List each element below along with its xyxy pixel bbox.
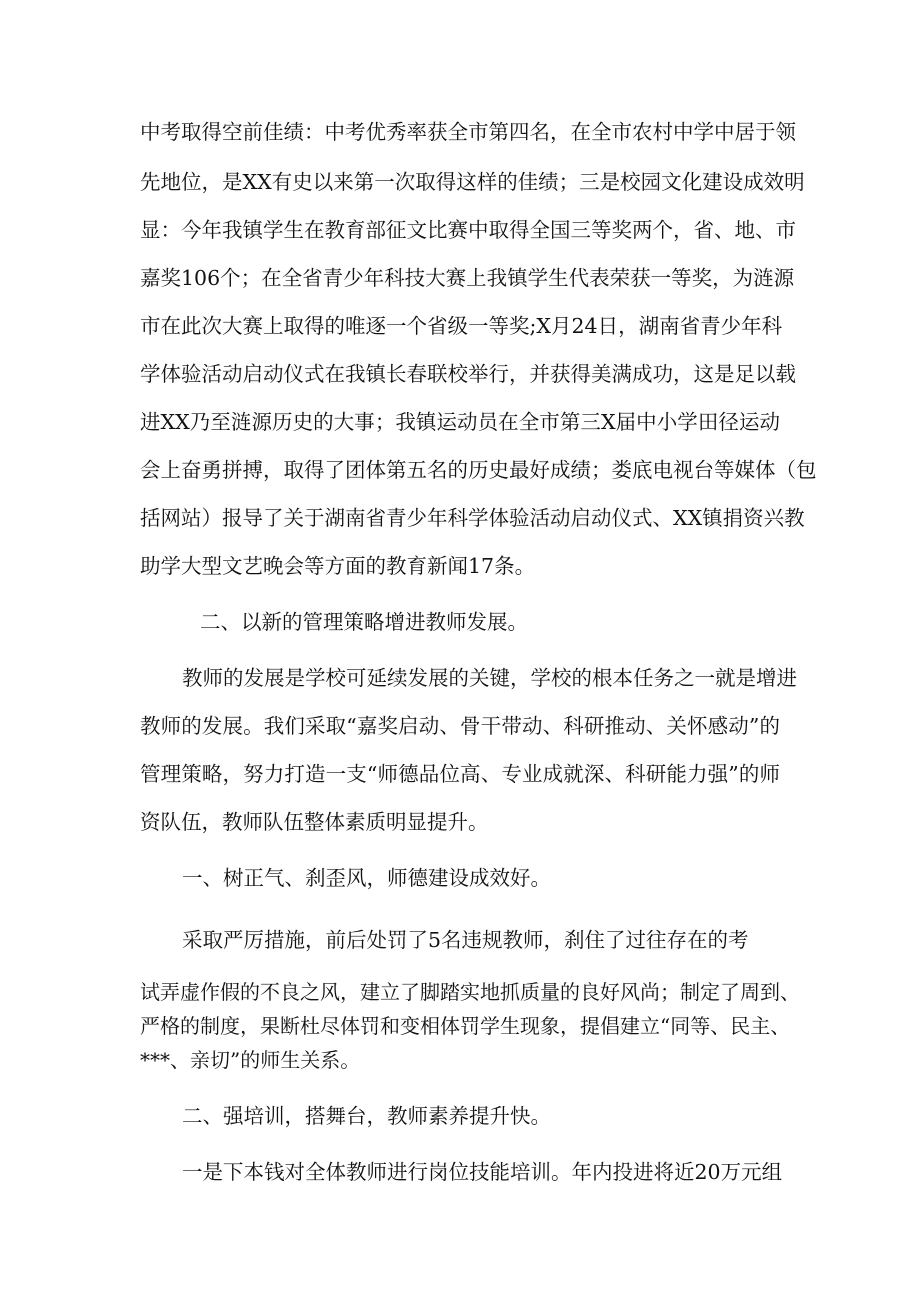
text-line: 严格的制度，果断杜尽体罚和变相体罚学生现象，提倡建立“同等、民主、 [140,1014,791,1038]
text-line: 助学大型文艺晚会等方面的教育新闻17条。 [140,554,536,578]
text-line: 中考取得空前佳绩：中考优秀率获全市第四名，在全市农村中学中居于领 [140,120,796,144]
text-line: 试弄虚作假的不良之风，建立了脚踏实地抓质量的良好风尚；制定了周到、 [140,980,800,1004]
text-line: 教师的发展是学校可延续发展的关键，学校的根本任务之一就是增进 [182,666,797,690]
text-line: 市在此次大赛上取得的唯逐一个省级一等奖;X月24日，湖南省青少年科 [140,314,783,338]
section-heading: 二、以新的管理策略增进教师发展。 [200,610,528,634]
subsection-heading: 二、强培训，搭舞台，教师素养提升快。 [182,1104,551,1128]
text-line: 采取严厉措施，前后处罚了5名违规教师，刹住了过往存在的考 [182,928,749,952]
text-line: ***、亲切”的师生关系。 [140,1048,361,1072]
text-line: 显：今年我镇学生在教育部征文比赛中取得全国三等奖两个，省、地、市 [140,218,796,242]
text-line: 教师的发展。我们采取“嘉奖启动、骨干带动、科研推动、关怀感动”的 [140,714,780,738]
text-line: 管理策略，努力打造一支“师德品位高、专业成就深、科研能力强”的师 [140,762,780,786]
text-line: 一是下本钱对全体教师进行岗位技能培训。年内投进将近20万元组 [182,1160,783,1184]
text-line: 嘉奖106个；在全省青少年科技大赛上我镇学生代表荣获一等奖，为涟源 [140,266,795,290]
text-line: 资队伍，教师队伍整体素质明显提升。 [140,810,489,834]
text-line: 会上奋勇拼搏，取得了团体第五名的历史最好成绩；娄底电视台等媒体（包 [140,458,817,482]
text-line: 括网站）报导了关于湖南省青少年科学体验活动启动仪式、XX镇捐资兴教 [140,506,805,530]
text-line: 进XX乃至涟源历史的大事；我镇运动员在全市第三X届中小学田径运动 [140,410,780,434]
text-line: 学体验活动启动仪式在我镇长春联校举行，并获得美满成功，这是足以载 [140,362,796,386]
subsection-heading: 一、树正气、刹歪风，师德建设成效好。 [182,866,551,890]
text-line: 先地位，是XX有史以来第一次取得这样的佳绩；三是校园文化建设成效明 [140,170,805,194]
